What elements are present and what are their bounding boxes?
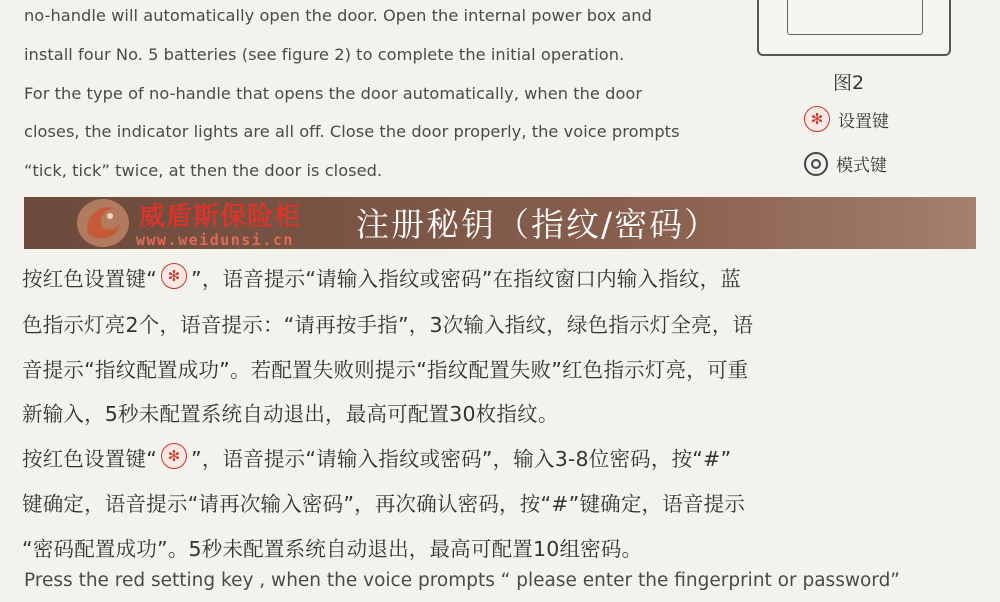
- intro-line: “tick, tick” twice, at then the door is closed.: [24, 161, 383, 180]
- text-segment: 按红色设置键“: [22, 447, 158, 471]
- password-line: “密码配置成功”。5秒未配置系统自动退出，最高可配置10组密码。: [22, 537, 643, 561]
- fingerprint-line: 色指示灯亮2个，语音提示：“请再按手指”，3次输入指纹，绿色指示灯全亮，语: [22, 313, 754, 337]
- setting-key-icon: [804, 106, 830, 132]
- intro-line: no-handle will automatically open the door. Open the internal power box and: [24, 6, 652, 25]
- fingerprint-line: 新输入，5秒未配置系统自动退出，最高可配置30枚指纹。: [22, 402, 559, 426]
- text-segment: ”，语音提示“请输入指纹或密码”在指纹窗口内输入指纹，蓝: [191, 267, 741, 291]
- legend-setting-key: [804, 106, 889, 132]
- figure-caption: 图2: [833, 72, 865, 94]
- section-title: 注册秘钥（指纹/密码）: [356, 205, 720, 244]
- figure-2-battery-box: [757, 0, 951, 56]
- legend-label: 模式键: [836, 156, 887, 176]
- english-instruction: Press the red setting key , when the voice prompts “ please enter the fingerprint or password”: [24, 570, 900, 591]
- text-segment: ”，语音提示“请输入指纹或密码”，输入3-8位密码，按“#”: [191, 447, 732, 471]
- password-line: 键确定，语音提示“请再次输入密码”，再次确认密码，按“#”键确定，语音提示: [22, 492, 746, 516]
- watermark-brand: 威盾斯保险柜: [139, 202, 302, 232]
- intro-line: install four No. 5 batteries (see figure 2) to complete the initial operation.: [24, 45, 625, 64]
- watermark-url: www.weidunsi.cn: [136, 231, 294, 249]
- password-line: [22, 442, 982, 472]
- intro-line: For the type of no-handle that opens the door automatically, when the door: [24, 84, 643, 103]
- text-segment: 按红色设置键“: [22, 267, 158, 291]
- battery-compartment: [787, 0, 923, 35]
- fingerprint-line: 音提示“指纹配置成功”。若配置失败则提示“指纹配置失败”红色指示灯亮，可重: [22, 358, 749, 382]
- watermark-logo: [74, 196, 132, 250]
- mode-key-icon: [804, 152, 828, 176]
- legend-mode-key: [804, 151, 887, 176]
- setting-key-icon: [161, 263, 187, 289]
- fingerprint-line: [22, 262, 982, 292]
- legend-label: 设置键: [838, 111, 889, 132]
- intro-line: closes, the indicator lights are all off. Close the door properly, the voice prompts: [24, 122, 680, 141]
- setting-key-icon: [161, 443, 187, 469]
